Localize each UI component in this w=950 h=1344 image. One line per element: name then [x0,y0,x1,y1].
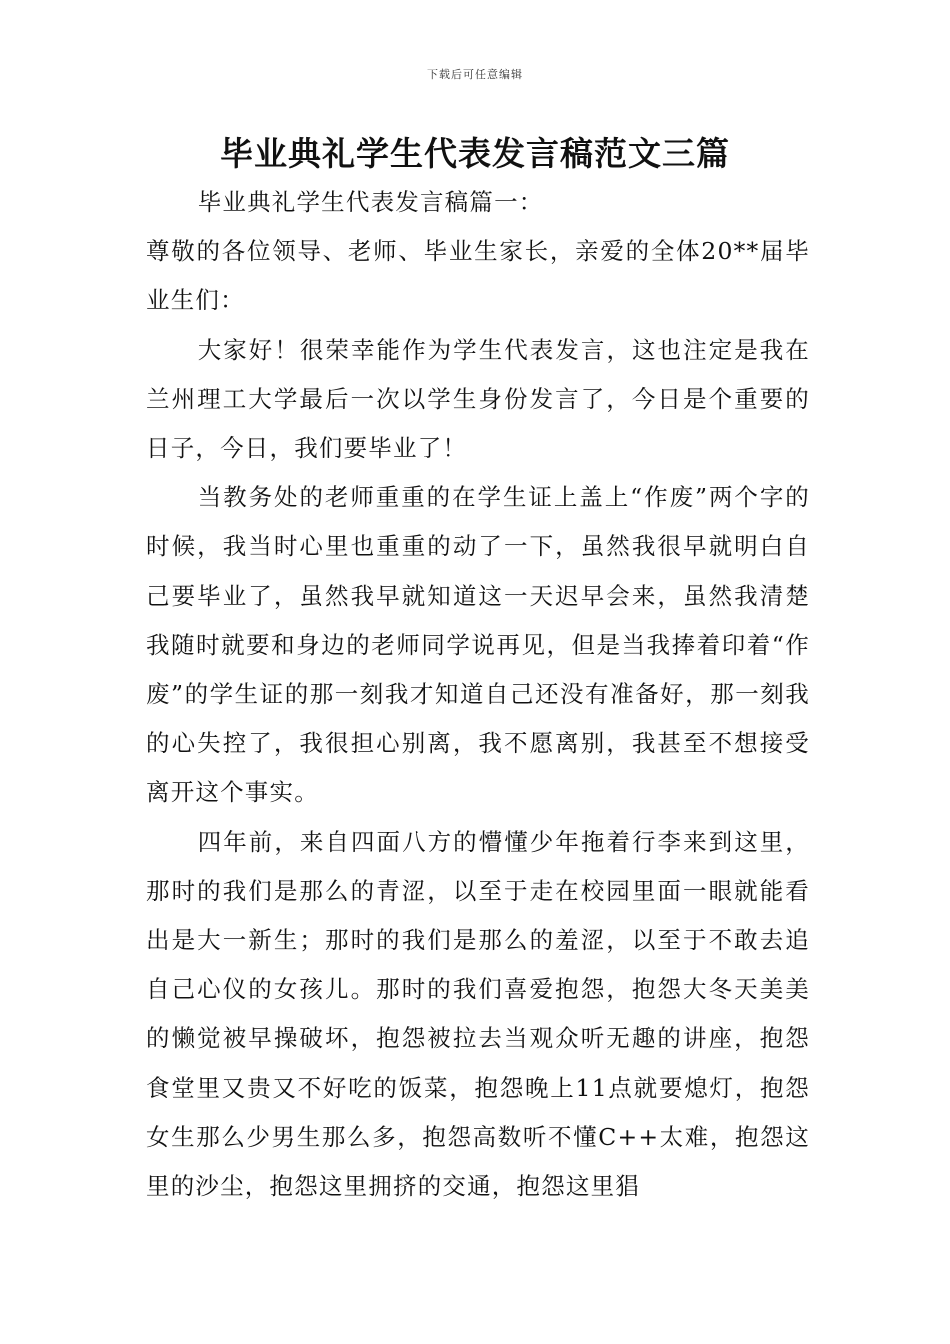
header-note: 下载后可任意编辑 [427,68,523,81]
document-body [146,178,810,1211]
body-paragraph: 四年前，来自四面八方的懵懂少年拖着行李来到这里，那时的我们是那么的青涩，以至于走在校园里面一眼就能看出是大一新生；那时的我们是那么的羞涩，以至于不敢去追自己心仪的女孩儿。那时的我们喜爱抱怨，抱怨大冬天美美的懒觉被早操破坏，抱怨被拉去当观众听无趣的讲座，抱怨食堂里又贵又不好吃的饭菜，抱怨晚上11点就要熄灯，抱怨女生那么少男生那么多，抱怨高数听不懂C++太难，抱怨这里的沙尘，抱怨这里拥挤的交通，抱怨这里猖 [146,827,810,1201]
body-paragraph: 当教务处的老师重重的在学生证上盖上“作废”两个字的时候，我当时心里也重重的动了一下，虽然我很早就明白自己要毕业了，虽然我早就知道这一天迟早会来，虽然我清楚我随时就要和身边的老师同学说再见，但是当我捧着印着“作废”的学生证的那一刻我才知道自己还没有准备好，那一刻我的心失控了，我很担心别离，我不愿离别，我甚至不想接受离开这个事实。 [146,483,810,807]
section-heading: 毕业典礼学生代表发言稿篇一： [197,188,544,216]
salutation-paragraph: 尊敬的各位领导、老师、毕业生家长，亲爱的全体20**届毕业生们： [146,237,810,315]
document-title: 毕业典礼学生代表发言稿范文三篇 [220,134,730,173]
body-paragraph: 大家好！很荣幸能作为学生代表发言，这也注定是我在兰州理工大学最后一次以学生身份发言了，今日是个重要的日子，今日，我们要毕业了！ [146,335,810,463]
